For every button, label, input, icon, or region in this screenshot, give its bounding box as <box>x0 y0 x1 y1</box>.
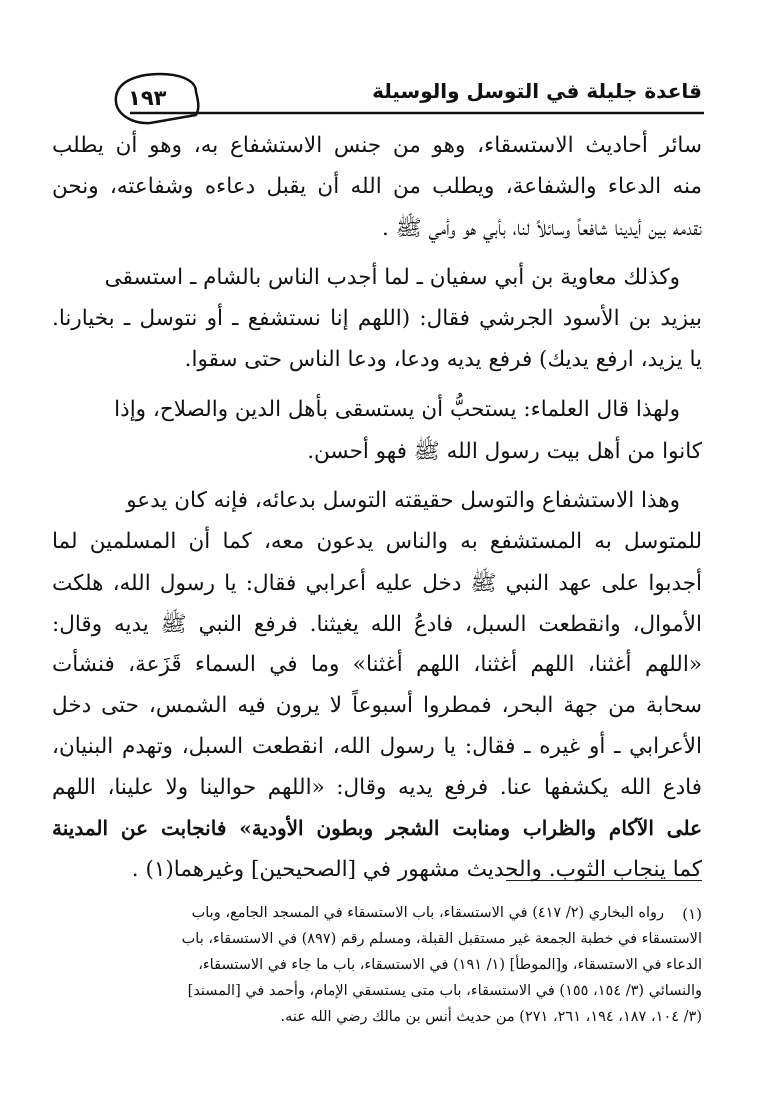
body-line: الأموال، وانقطعت السبل، فادعُ الله يغيثنا. فرفع النبي ﷺ يديه وقال: <box>52 612 702 637</box>
footnote-rule <box>506 880 702 881</box>
body-line: وهذا الاستشفاع والتوسل حقيقته التوسل بدعائه، فإنه كان يدعو <box>126 488 680 513</box>
body-line: كانوا من أهل بيت رسول الله ﷺ فهو أحسن. <box>307 439 702 464</box>
body-line: نقدمه بين أيدينا شافعاً وسائلاً لنا، بأبي هو وأمي ﷺ . <box>382 216 702 241</box>
footnote-line: الدعاء في الاستسقاء، و[الموطأ] (١/ ١٩١) في الاستسقاء، باب ما جاء في الاستسقاء، <box>198 957 702 973</box>
body-line: الأعرابي ـ أو غيره ـ فقال: يا رسول الله، انقطعت السبل، وتهدم البنيان، <box>52 734 702 759</box>
header-ornament <box>0 0 760 135</box>
body-line: كما ينجاب الثوب. والحديث مشهور في [الصحيحين] وغيرهما(١) . <box>131 857 702 882</box>
page-number: ١٩٣ <box>128 86 167 110</box>
body-line: بيزيد بن الأسود الجرشي فقال: (اللهم إنا نستشفع ـ أو نتوسل ـ بخيارنا. <box>52 306 702 331</box>
body-line: «اللهم أغثنا، اللهم أغثنا، اللهم أغثنا» وما في السماء قَزَعة، فنشأت <box>52 652 702 677</box>
body-line: وكذلك معاوية بن أبي سفيان ـ لما أجدب الناس بالشام ـ استسقى <box>104 265 680 290</box>
body-line: ولهذا قال العلماء: يستحبُّ أن يستسقى بأهل الدين والصلاح، وإذا <box>114 397 680 422</box>
footnote-marker: (١) <box>682 905 702 923</box>
body-line: سحابة من جهة البحر، فمطروا أسبوعاً لا يرون فيه الشمس، حتى دخل <box>52 693 702 718</box>
book-title: قاعدة جليلة في التوسل والوسيلة <box>372 79 702 103</box>
body-line: منه الدعاء والشفاعة، ويطلب من الله أن يقبل دعاءه وشفاعته، ونحن <box>52 174 702 199</box>
body-line: سائر أحاديث الاستسقاء، وهو من جنس الاستشفاع به، وهو أن يطلب <box>52 133 702 158</box>
footnote-line: رواه البخاري (٢/ ٤١٧) في الاستسقاء، باب الاستسقاء في المسجد الجامع، وباب <box>191 905 664 921</box>
footnote-line: الاستسقاء في خطبة الجمعة غير مستقبل القبلة، ومسلم رقم (٨٩٧) في الاستسقاء، باب <box>181 931 702 947</box>
body-line: للمتوسل به المستشفع به والناس يدعون معه، كما أن المسلمين لما <box>52 529 702 554</box>
body-line: فادع الله يكشفها عنا. فرفع يديه وقال: «اللهم حوالينا ولا علينا، اللهم <box>52 775 702 800</box>
footnote-line: والنسائي (٣/ ١٥٤، ١٥٥) في الاستسقاء، باب متى يستسقي الإمام، وأحمد في [المسند] <box>187 983 702 999</box>
body-line: أجدبوا على عهد النبي ﷺ دخل عليه أعرابي فقال: يا رسول الله، هلكت <box>52 571 702 596</box>
page-header <box>0 0 760 130</box>
footnote-line: (٣/ ١٠٤، ١٨٧، ١٩٤، ٢٦١، ٢٧١) من حديث أنس بن مالك رضي الله عنه. <box>280 1009 702 1025</box>
body-line: يا يزيد، ارفع يديك) فرفع يديه ودعا، ودعا الناس حتى سقوا. <box>184 347 702 372</box>
body-line: على الآكام والظراب ومنابت الشجر وبطون الأودية» فانجابت عن المدينة <box>52 816 702 840</box>
